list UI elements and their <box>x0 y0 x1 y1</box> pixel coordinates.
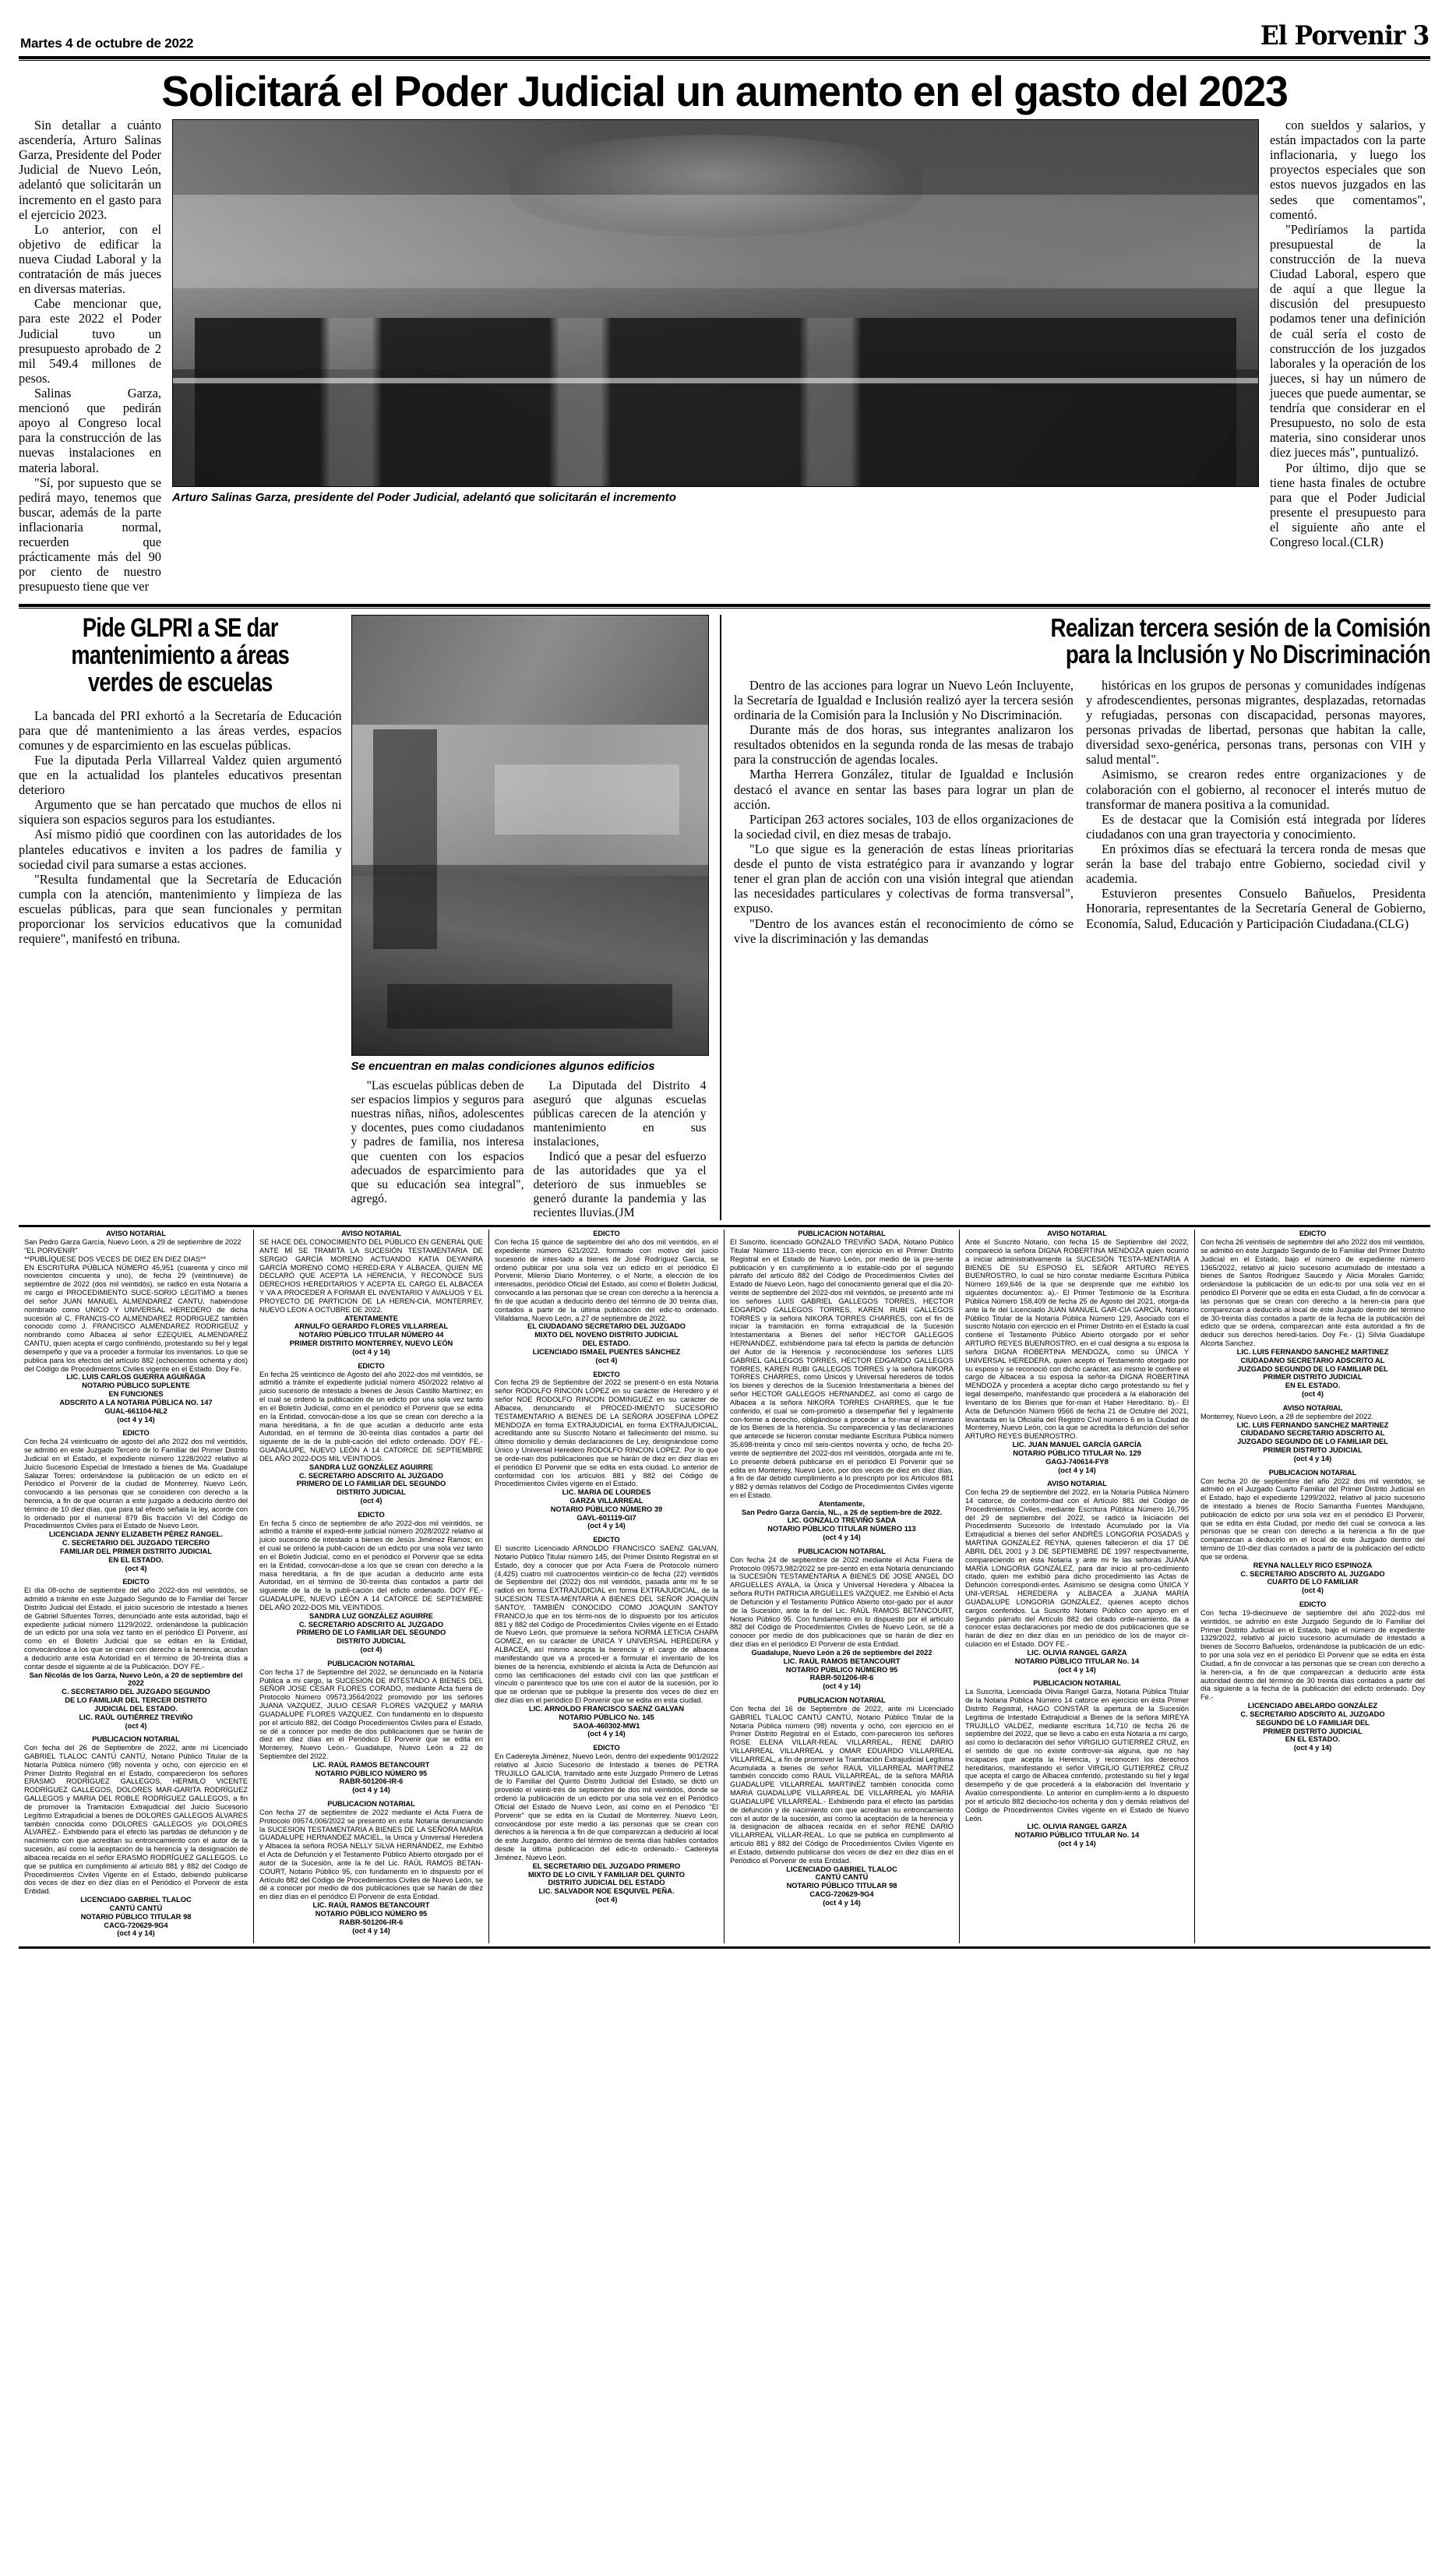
notice-signature-line: MIXTO DE LO CIVIL Y FAMILIAR DEL QUINTO <box>528 1870 685 1879</box>
legal-notice <box>24 1429 248 1572</box>
notice-signature-line: C. SECRETARIO ADSCRITO AL JUZGADO <box>1240 1710 1385 1718</box>
article-right <box>720 612 1430 1221</box>
notice-separator <box>24 1424 248 1429</box>
notice-body-line: El Suscrito, licenciado GONZALO TREVIÑO SADA, Notario Público Titular Número 113-ciento trece, con ejercicio en el Primer Distrito Registral en el Estado de Nuevo León, por medio de la pre-sente publicación y en cumplimiento a lo estable-cido por el segundo párrafo del artículo 882 del Código de Procedimientos Civiles del Estado de Nuevo León, hago del conocimiento general que el día 20-veinte de septiembre del 2022-dos mil veintidós, se presentó ante mí los señores LUIS GABRIEL GALLEGOS TORRES, HECTOR EDGARDO GALLEGOS TORRES, KAREN RUBI GALLEGOS TORRES y la señora NIKORA TORRES CHARRES, con el fin de iniciar la tramitación en forma extrajudicial de la Sucesión Intestamentaria a Bienes del señor HECTOR GALLEGOS HERNANDEZ, exhibiéndome para tal efecto la partida de defunción del Autor de la Herencia y reconociéndose los señores LUIS GABRIEL GALLEGOS TORRES, HECTOR EDGARDO GALLEGOS TORRES, KAREN RUBI GALLEGOS TORRES y la señora NIKORA TORRES CHARRES, como Únicos y Universal herederos de todos los bienes y derechos de la Sucesión Intestamentaria a bienes del señor HECTOR GALLEGOS HERNANDEZ, así como el cargo de Albacea a la señora NIKORA TORRES CHARRES, que le fue conferido, el cual se com-prometió a desempeñar fiel y legalmente con-forme a derecho, obligándose a proceder a for-mar el inventario de los Bienes de la herencia. Su comparecencia y las declaraciones que antecede se hicieron constar mediante Escritura Pública número 35,698-treinta y cinco mil seis-cientos noventa y ocho, de fecha 20-veinte de septiembre del 2022-dos mil veintidós, otorgada ante mí fe. Lo presente deberá publicarse en el periódico El Porvenir que se edita en Monterrey, Nuevo León, por dos veces de diez en diez días, a fin de dar debido cumplimiento a lo prescripto por los Artículos 881 y 882 y demás relativos del Código de Procedimientos Civiles vigente en el Estado. <box>730 1238 954 1499</box>
legal-notice <box>730 1547 954 1691</box>
masthead <box>19 20 1430 55</box>
notice-body-line: **PUBLÍQUESE DOS VECES DE DIEZ EN DIEZ DIAS** <box>24 1254 206 1263</box>
notice-signature-line: MIXTO DEL NOVENO DISTRITO JUDICIAL <box>534 1331 679 1339</box>
notice-publication-dates: (oct 4 y 14) <box>823 1898 861 1907</box>
notice-publication-dates: (oct 4 y 14) <box>117 1929 155 1938</box>
notice-signature-line: NOTARIO PÚBLICO TITULAR No. 14 <box>1014 1831 1140 1840</box>
notice-signature-line: LIC. RAÚL RAMOS BETANCOURT <box>783 1657 901 1665</box>
notice-signature-line: LIC. SALVADOR NOE ESQUIVEL PEÑA. <box>538 1887 675 1896</box>
notice-separator <box>259 1794 483 1800</box>
paragraph: "Resulta fundamental que la Secretaría de Educación cumpla con la atención, mantenimiento y limpieza de las escuelas públicas, para que sean funcionales y permitan proporcionar los servicios educativos que la comunidad requiere", manifestó en tribuna. <box>19 871 342 947</box>
notice-signature-line: PRIMER DISTRITO JUDICIAL <box>1263 1446 1363 1455</box>
notice-signature-line: NOTARIO PÚBLICO TITULAR 98 <box>786 1882 897 1890</box>
paragraph: "Dentro de los avances están el reconocimiento de cómo se vive la discriminación y las demandas <box>734 916 1074 946</box>
notice-signature-line: RABR-501206-IR-6 <box>809 1674 874 1682</box>
notice-signature-line: GAGJ-740614-FY8 <box>1045 1457 1109 1466</box>
notice-separator <box>1200 1463 1425 1469</box>
left-col-1-text <box>19 708 342 947</box>
notice-title: PUBLICACION NOTARIAL <box>1268 1468 1357 1477</box>
notice-signature-line: NOTARIO PÚBLICO TITULAR NÚMERO 113 <box>767 1525 916 1533</box>
left-photo <box>351 615 709 1056</box>
notice-title: PUBLICACION NOTARIAL <box>327 1800 415 1808</box>
left-col-3 <box>534 1079 707 1221</box>
notices-column-3 <box>489 1230 724 1943</box>
main-photo-block <box>172 118 1259 595</box>
notice-body-line: Con fecha 19-diecinueve de septiembre del año 2022-dos mil veintidós, se admitió en éste Juzgado Segundo de lo Familiar del Primer Distrito Judicial en el Estado, bajo el número de expediente 1329/2022, relativo al juicio sucesorio acumulado de intestado a bienes de Socorro Bañuelos, ordenándose la publicación de un edic-to por una sola vez en el periódico El Porvenir que se edita en ésta Ciudad, a fin de convocar a las personas que se crean con derecho a la heren-cia, a fin de que comparezcan a deducirlo ante ésta autoridad dentro del término de 30 treinta días contados a partir del día siguiente a la fecha de la publicación del edicto ordenado. Doy Fe.- <box>1200 1608 1425 1702</box>
right-col-2 <box>1086 678 1426 946</box>
main-col-2 <box>1270 118 1426 595</box>
notice-title: AVISO NOTARIAL <box>1047 1480 1107 1488</box>
notice-publication-dates: (oct 4) <box>1302 1586 1324 1595</box>
notice-body-line: Con fecha del 26 de Septiembre de 2022, ante mi Licenciado GABRIEL TLALOC CANTÚ CANTÚ, Notario Público Titular de la Notaría Pública número (98) noventa y ocho, con ejercicio en el Primer Distrito Registral en el Estado, comparecieron los señores ERASMO RODRÍGUEZ GALLEGOS, HERMILO VICENTE RODRÍGUEZ GALLEGOS, DOLORES MAR-GARITA RODRÍGUEZ GALLEGOS y MARIA DEL ROBLE RODRÍGUEZ GALLEGOS, a fin de promover la Tramitación Extrajudicial del Juicio Sucesorio Legítimo Extrajudicial a bienes de DOLORES GALLEGOS ÁLVARES también conocida como DOLORES GALLEGOS y/o DOLORES ÁLVAREZ.- Exhibiendo para el efecto las partidas de defunción y de nacimiento con que acreditan su entroncamiento con el autor de la sucesión, así como la aceptación de la herencia y la designación de albacea recaída en el señor ERASMO RODRÍGUEZ GALLEGOS. Lo que se publica en cumplimiento al artículo 881 y 882 del Código de Procedimientos Civiles Vigente en el Estado, debiendo publicarse dos veces de diez en diez días en el Periódico el Porvenir de esta Entidad. <box>24 1744 248 1896</box>
legal-notice <box>730 1230 954 1542</box>
notice-signature-line: C. SECRETARIO ADSCRITO AL JUZGADO <box>1240 1569 1385 1578</box>
notice-title: PUBLICACION NOTARIAL <box>798 1696 886 1705</box>
notice-separator <box>1200 1595 1425 1600</box>
notice-signature-line: SEGUNDO DE LO FAMILIAR DEL <box>1256 1718 1370 1727</box>
notice-signature-line: San Nicolás de los Garza, Nuevo León, a 20 de septiembre del 2022 <box>29 1671 243 1688</box>
notice-title: EDICTO <box>593 1536 620 1544</box>
notice-publication-dates: (oct 4) <box>125 1721 147 1730</box>
paragraph: Fue la diputada Perla Villarreal Valdez quien argumentó que en la actualidad los planteles educativos presentan deterioro <box>19 752 342 798</box>
notice-signature-line: LICENCIADO GABRIEL TLALOC <box>786 1865 897 1873</box>
notice-title: EDICTO <box>593 1370 620 1378</box>
notice-signature-line: DISTRITO JUDICIAL <box>337 1488 406 1497</box>
notice-publication-dates: (oct 4 y 14) <box>1058 1466 1096 1474</box>
paragraph: Martha Herrera González, titular de Igualdad e Inclusión destacó el avance en sentar las bases para lograr un plan de acción. <box>734 767 1074 812</box>
notice-publication-dates: (oct 4) <box>595 1356 618 1364</box>
notices-column-2 <box>254 1230 489 1943</box>
notice-publication-dates: (oct 4 y 14) <box>117 1415 155 1424</box>
paragraph: Así mismo pidió que coordinen con las autoridades de los planteles educativos e inviten a los padres de familia y sociedad civil para sumarse a estas acciones. <box>19 827 342 872</box>
legal-notice <box>1200 1600 1425 1752</box>
notice-title: EDICTO <box>1299 1230 1327 1238</box>
paragraph: Estuvieron presentes Consuelo Bañuelos, Presidenta Honoraria, representantes de la Secretaría General de Gobierno, Economía, Salud, Educación y Participación Ciudadana.(CLG) <box>1086 886 1426 931</box>
legal-notice <box>259 1800 483 1935</box>
secondary-stories <box>19 612 1430 1221</box>
notice-signature-line: RABR-501206-IR-6 <box>339 1918 404 1926</box>
notice-publication-dates: (oct 4) <box>1302 1390 1324 1399</box>
notice-title: PUBLICACION NOTARIAL <box>798 1230 886 1238</box>
notice-body-line: Con fecha 29 de Septiembre del 2022 se present-ó en esta Notaria señor RODOLFO RINCON LÓPEZ en su carácter de Heredero y el señor NOE RODOLFO RINCON DOMINGUEZ en su carácter de Albacea, denunciando el PROCED-IMIENTO SUCESORIO TESTAMENTARIO A BIENES DE LA SEÑORA JOSEFINA LÓPEZ MENDOZA en forma EXTRAJUDICIAL en forma EXTRAJUDICIAL, acreditando ante su Suscrito Notario el fallecimiento del mismo, su último domicilio y demás declaraciones de Ley, designándose como Único y Universal Heredero RODOLFO RINCON LOPEZ. Por lo que se orde-nan dos publicaciones que se harán de diez en diez días en el periódico El Porvenir que se edita en esta ciudad. Lo anterior de conformidad con los artículos 881 y 882 del Código de Procedimientos Civiles vigente en el Estado. <box>495 1378 718 1488</box>
notice-signature-line: LIC. RAÚL RAMOS BETANCOURT <box>312 1901 430 1910</box>
right-headline <box>845 612 1430 669</box>
notice-body-line: San Pedro Garza García, Nuevo León, a 29 de septiembre de 2022 <box>24 1238 242 1247</box>
notice-separator <box>495 1738 718 1744</box>
legal-notice <box>495 1371 718 1531</box>
main-photo <box>172 119 1259 487</box>
notice-publication-dates: (oct 4) <box>360 1646 383 1654</box>
notice-signature-line: REYNA NALLELY RICO ESPINOZA <box>1253 1561 1373 1569</box>
notice-signature-line: PRIMERO DE LO FAMILIAR DEL SEGUNDO <box>296 1629 446 1637</box>
notice-signature-line: Guadalupe, Nuevo León a 26 de septiembre del 2022 <box>751 1648 933 1657</box>
paragraph: Durante más de dos horas, sus integrantes analizaron los resultados obtenidos en la segunda ronda de las mesas de trabajo para la construcción de agendas locales. <box>734 722 1074 768</box>
notice-body-line: El día 08-ocho de septiembre del año 2022-dos mil veintidós, se admitió a trámite en este Juzgado Segundo de lo Familiar del Tercer Distrito Judicial del Estado, el juicio sucesorio de intestado a bienes de Gabriel Sifuentes Torres, denunciado ante esta autoridad, bajo el expediente judicial número 1129/2022, ordenándose la publicación de un edicto por una sola vez tanto en el periódico El Porvenir, así como en el Boletín Judicial que se editan en la Entidad, convocándose a los que se crean con derecho a la herencia, acudan a deducirlo ante esta Autoridad en el término de 30-treinta días a contar desde el siguiente al de la Publicación. DOY FE.- <box>24 1586 248 1671</box>
legal-notice <box>259 1362 483 1505</box>
left-headline-line-3: verdes de escuelas <box>87 668 273 698</box>
notice-body-line: Con fecha del 16 de Septiembre de 2022, ante mi Licenciado GABRIEL TLALOC CANTÚ CANTÚ, Notario Público Titular de la Notaría Pública número (98) noventa y ocho, con ejercicio en el Primer Distrito Registral en el Estado, com-parecieron los señores ROSE ELENA VILLAR-REAL VILLARREAL, RENE DARIO VILLARREAL VILLARREAL y OMAR EDUARDO VILLARREAL VILLARREAL, a fin de promover la Tramitación Extrajudicial Legítima Acumulada a bienes de señor RAUL VILLARREAL MARTINEZ también conocido como RAUL VILLARREAL, de la señora MARIA GUADALUPE VILLARREAL MARTINEZ también conocida como MARIA GUADALUPE VILLARREAL DE VILLARREAL y/o MARIA GUADALUPE VILLARREAL.- Exhibiendo para el efecto las partidas de defunción y de nacimiento con que acreditan su entroncamiento con el autor de la sucesión, así como la aceptación de la herencia y la designación de albacea recaída en el señor RENE DARIO VILLARREAL VILLAR-REAL. Lo que se publica en cumplimiento al artículo 881 y 882 del Código de Procedimientos Civiles Vigente en el Estado, debiendo publicarse dos veces de diez en diez días en el Periódico el Porvenir de esta Entidad. <box>730 1704 954 1865</box>
notice-publication-dates: (oct 4) <box>595 1896 618 1904</box>
notice-signature-line: LIC. OLIVIA RANGEL GARZA <box>1027 1823 1127 1831</box>
notice-body-line: Con fecha 29 de septiembre del 2022, en la Notaría Pública Número 14 catorce, de conformi-dad con el Artículo 881 del Código de Procedimientos Civiles, mediante Escritura Pública Número 16,795 del 29 de septiembre del 2022, se radicó la Iniciación del Procedimiento Sucesorio de Intestado Acumulado por la Vía Extrajudicial a bienes del señor ANDRÉS LONGORIA POSADAS y MARTINA GONZALEZ REYNA, quienes fallecieron el día 17 DE ABRIL DEL 2001 y 3 DE SEPTIEMBRE DE 1997 respectivamente, compareciendo en ésta Notaría y ante mi fe las señoras JUANA MARÍA LONGORIA GONZÁLEZ, para dar inicio al pro-cedimiento citado, quien me exhibió para dicho procedimiento las Actas de Defunción correspondi-entes. Asimismo se designa como ÚNICA Y UNI-VERSAL HEREDERA y ALBACEA a JUANA MARÍA GUADALUPE LONGORIA GONZÁLEZ, quienes acepto dichos cargos conferidos. La Suscrito Notario Público con apoyo en el Segundo párrafo del Artículo 882 del citado orde-namiento, da a conocer estas declaraciones por medio de dos publicaciones que se harán de diez en diez días en un periódico de los de mayor cir-culación en el Estado. DOY FE.- <box>965 1488 1189 1649</box>
notice-signature-line: LICENCIADA JENNY ELIZABETH PÉREZ RANGEL. <box>48 1530 224 1539</box>
notice-signature-line: SAOA-460302-MW1 <box>573 1721 640 1730</box>
notice-signature-line: LICENCIADO ABELARDO GONZÁLEZ <box>1247 1702 1378 1710</box>
notice-separator <box>495 1904 718 1910</box>
notice-signature-line: LICENCIADO ISMAEL PUENTES SÁNCHEZ <box>532 1347 681 1356</box>
notice-separator <box>259 1505 483 1511</box>
notice-body-line: En Cadereyta Jiménez, Nuevo León, dentro del expediente 901/2022 relativo al Juicio Sucesorio de Intestado a bienes de PETRA TRUJILLO GALICIA, tramitado ante este Juzgado Primero de Letras de lo Familiar del Quinto Distrito Judicial del Estado, se dictó un proveído el veinti-trés de septiembre de dos mil veintidós, donde se ordenó la publicación de un edicto por una sola vez en el Periódico Oficial del Estado de Nuevo León, así como en el Periódico "El Porvenir" que se edita en la Ciudad de Monterrey, Nuevo León, convocándose por este medio a las personas que se crean con derechos a la herencia a fin de que comparezcan a deducirlo al local de este Juzgado, dentro del término de treinta días hábiles contados desde la última publicación del edic-to ordenado.- Cadereyta Jiménez, Nuevo León. <box>495 1752 718 1861</box>
main-col-1-text <box>19 118 161 595</box>
notice-signature-line: EN EL ESTADO. <box>1285 1382 1341 1390</box>
notice-signature-line: C. SECRETARIO DEL JUZGADO SEGUNDO <box>62 1688 210 1696</box>
right-col-1-text <box>734 678 1074 946</box>
paragraph: Sin detallar a cuánto ascendería, Arturo Salinas Garza, Presidente del Poder Judicial de Nuevo León, adelantó que solicitarán un incremento en el gasto para el ejercicio 2023. <box>19 118 161 222</box>
notice-body-line: La Suscrita, Licenciada Olivia Rangel Garza, Notaria Pública Titular de la Notaria Pública Número 14 catorce en ejercicio en ésta Primer Distrito Registral, HAGO CONSTAR la apertura de la Sucesión Legítima de Intestado Extrajudicial a Bienes de la señora MIREYA TRUJILLO VALDEZ, mediante escritura 14,710 de fecha 26 de septiembre del 2022, que se llevo a cabo en esta Notaría a mi cargo, así como lo declaración del señor VIRGILIO GUTIERREZ CRUZ, en el sentido de que no existe controver-sia alguna, que no hay incapaces que acepta la Herencia, y reconocen los derechos hereditarios, manifestando el señor VIRGILIO GUTIERREZ CRUZ que acepta el cargo de Albacea conferido, protestando su fiel y legal desempeño y de que procederá a la elaboración del Inventario y Avalúo correspondiente. Lo anterior en cumplim-iento a lo dispuesto por el artículo 882 dieciocho-tos ochenta y dos y demás relativos del Código de Procedimientos Civiles vigente en el Estado de Nuevo León. <box>965 1688 1189 1823</box>
paragraph: "Las escuelas públicas deben de ser espacios limpios y seguros para nuestras niñas, niños, adolescentes y docentes, pues como ciudadanos y padres de familia, nos interesa que cuenten con los espacios adecuados de esparcimiento para que su educación sea integral", agregó. <box>351 1078 524 1205</box>
notice-separator <box>1200 1399 1425 1404</box>
notice-signature-line: GARZA VILLARREAL <box>569 1496 643 1505</box>
notice-separator <box>965 1474 1189 1480</box>
notice-title: PUBLICACION NOTARIAL <box>1033 1679 1121 1688</box>
notice-body-line: En fecha 25 veinticinco de Agosto del año 2022-dos mil veintidós, se admitió a trámite el expediente judicial número 450/2022 relativo al juicio sucesorio de intestado a bienes de Jesús Castillo Martínez; en el cual se ordenó la publicación de un edicto por una sola vez tanto en el Boletín Judicial, como en el periódico el Porvenir que se edita en la Entidad, convocán-dose a los que se crean con derecho a la mana hereditaria, a fin de que acudan a deducirlo ante esta Autoridad, en el término de 30-treinta días contados a partir del siguiente de la de la publi-cación del edicto ordenado. DOY FE.- GUADALUPE, NUEVO LEÓN A 14 CATORCE DE SEPTIEMBRE DEL AÑO 2022-DOS MIL VEINTIDOS. <box>259 1370 483 1463</box>
legal-notice <box>495 1536 718 1738</box>
paragraph: Es de destacar que la Comisión está integrada por líderes ciudadanos con una gran trayectoria y conocimiento. <box>1086 811 1426 842</box>
notice-title: EDICTO <box>593 1230 620 1238</box>
notice-body-line: Con fecha 15 quince de septiembre del año dos mil veintidós, en el expediente número 621/2022, formado con motivo del juicio sucesorio de intes-tado a bienes de José Rodríguez García, se ordenó publicar por una sola vez un edicto en el periódico El Porvenir, Milenio Diario Monterrey, o el Norte, a elección de los interesados, periódico Oficial del Estado, así como el Boletín Judicial, convocando a las personas que se crean con derecho a la herencia a fin de que acudan a deducirlo dentro del término de 30 treinta días, contados a partir de la última publicación del edic-to ordenado. Villaldama, Nuevo León, a 27 de septiembre de 2022. <box>495 1238 718 1322</box>
notice-signature-line: LIC. GONZALO TREVIÑO SADA <box>787 1516 897 1525</box>
notice-signature-line: PRIMER DISTRITO JUDICIAL <box>1263 1373 1363 1382</box>
notice-separator <box>24 1572 248 1578</box>
left-headline <box>51 612 309 698</box>
legal-notices-grid <box>19 1225 1430 1943</box>
paragraph: Cabe mencionar que, para este 2022 el Poder Judicial tuvo un presupuesto aprobado de 2 mil 549.4 millones de pesos. <box>19 296 161 386</box>
paragraph: históricas en los grupos de personas y comunidades indígenas y afrodescendientes, personas migrantes, desplazadas, retornadas y refugiadas, personas con discapacidad, personas mayores, personas privadas de libertad, personas que habitan la calle, diversidad sexo-genérica, personas trans, personas con VIH y salud mental". <box>1086 677 1426 768</box>
section-divider-1 <box>19 604 1430 609</box>
notice-signature-line: CACG-720629-9G4 <box>809 1890 874 1899</box>
notice-body-line: Ante el Suscrito Notario, con fecha 15 de Septiembre del 2022, compareció la señora DIGNA ROBERTINA MENDOZA quien ocurrió a iniciar administrativamente la SUCESIÓN TESTA-MENTARIA A BIENES DE SU ESPOSO EL SEÑOR ARTURO REYES BUENROSTRO, lo cual se hizo constar mediante Escritura Pública Número 169,646 de la que se desprende que me exhibió los siguientes documentos: a).- El Primer Testimonio de la Escritura Pública Número 158,409 de fecha 25 de Agosto del 2021, otorga-da ante la fe del Licenciado JUAN MANUEL GAR-CIA GARCÍA, Notario Público Titular de la Notaría Pública Número 129, Asociado con el suscrito Notario con ejercicio en el Primer Distrito en el Estado la cual contiene el Testamento Público Abierto otorgado por el señor ARTURO REYES BUENROSTRO, en el cual designa a su esposa la señora DIGNA ROBERTINA MENDOZA, como su ÚNICA Y UNIVERSAL HEREDERA, quien acepto el Testamento otorgado por su esposo y se reconoció con dicho carácter, así mismo le confiere el cargo de Albacea a su esposa la señor-ita DIGNA ROBERTINA MENDOZA y procederá a aceptar dicho cargo protestando su fiel y legal desempeño, manifestando que procederá a la elaboración del Inventario de los Bienes que for-man el Haber Hereditario. b).- El Acta de Defunción Número 9566 de fecha 21 de Octubre del 2021, levantada en la Oficialía del Registro Civil número 6 en la Ciudad de Monterrey, Nuevo León, con la que se acredita la defunción del señor ARTURO REYES BUENROSTRO. <box>965 1238 1189 1441</box>
legal-notice <box>965 1480 1189 1674</box>
notice-separator <box>259 1357 483 1362</box>
notice-signature-line: DEL ESTADO. <box>582 1339 631 1348</box>
notice-signature-line: LIC. LUIS CARLOS GUERRA AGUIÑAGA <box>66 1373 206 1382</box>
notice-publication-dates: (oct 4 y 14) <box>823 1533 861 1542</box>
left-col-2 <box>351 1079 524 1221</box>
paragraph: La Diputada del Distrito 4 aseguró que algunas escuelas públicas carecen de la atención y mantenimiento en sus instalaciones, <box>533 1078 707 1149</box>
notice-signature-line: DE LO FAMILIAR DEL TERCER DISTRITO <box>65 1696 207 1705</box>
notice-body-line: Con fecha 24 veinticuatro de agosto del año 2022 dos mil veintidós, se admitió en este Juzgado Tercero de lo Familiar del Primer Distrito Judicial en el Estado, el expediente número 1228/2022 relativo al Juicio Sucesorio Especial de Intestado a bienes de Ma. Guadalupe Salazar Torres; ordenándose la publicación de un edicto en el Periódico el Porvenir de la ciudad de Monterrey, Nuevo León, convocando a las personas que se consideren con derecho a la herencia, a fin de que ocurran a este juzgado a deducirlo dentro del término de 10 diez días, que para tal efecto señala la ley, acorde con lo ordenado por el numeral 879 Bis fracción VI del Código de Procedimientos Civiles para el Estado de Nuevo León. <box>24 1438 248 1530</box>
notice-signature-line: CANTÚ CANTÚ <box>109 1904 163 1912</box>
notice-signature-line: SANDRA LUZ GONZÁLEZ AGUIRRE <box>309 1463 433 1471</box>
notice-signature-line: NOTARIO PÚBLICO NÚMERO 95 <box>785 1665 898 1674</box>
legal-notice <box>965 1230 1189 1474</box>
notice-signature-line: NOTARIO PÚBLICO No. 145 <box>559 1713 654 1721</box>
notice-separator <box>965 1848 1189 1854</box>
notice-separator <box>495 1530 718 1536</box>
masthead-brand: El Porvenir 3 <box>1260 20 1429 51</box>
notice-signature-line: SANDRA LUZ GONZÁLEZ AGUIRRE <box>309 1611 433 1620</box>
notice-publication-dates: (oct 4 y 14) <box>352 1786 390 1794</box>
legal-notice <box>24 1578 248 1730</box>
notice-signature-line: NOTARIO PÚBLICO TITULAR No. 129 <box>1013 1449 1141 1457</box>
notice-publication-dates: (oct 4) <box>125 1564 147 1572</box>
legal-notice <box>965 1679 1189 1848</box>
notice-title: AVISO NOTARIAL <box>1282 1403 1343 1412</box>
legal-notice <box>1200 1404 1425 1463</box>
notice-body-line: Con fecha 27 de septiembre de 2022 mediante el Acta Fuera de Protocolo 09574,006/2022 se presentó en esta Notaría denunciando la SUCESION TESTAMENTARIA A BIENES DE LA SEÑORA MARIA GUADALUPE HERNANDEZ MACIEL, la Unica y Universal Heredera y Albacea la señora ROSA NELLY SILVA HERNÁNDEZ, me Exhibió el Acta de Defunción y el Testamento Público Abierto otorgado por el autor de la Sucesión, ante la fe del Lic. RAÚL RAMOS BETAN-COURT, Notario Público 95, con fundamento en lo dispuesto por el Artículo 882 del Código de Procedimientos Civiles de Nuevo León, se dé a conocer por medio de dos publicaciones que se harán de diez en diez días en el periódico El Porvenir de esta Entidad. <box>259 1808 483 1901</box>
masthead-rule <box>19 56 1430 61</box>
notice-separator <box>259 1935 483 1940</box>
notice-publication-dates: (oct 4 y 14) <box>1058 1840 1096 1848</box>
notice-signature-line: RABR-501206-IR-6 <box>339 1777 404 1786</box>
notice-title: AVISO NOTARIAL <box>106 1230 166 1238</box>
notice-signature-line: JUZGADO SEGUNDO DE LO FAMILIAR DEL <box>1237 1438 1388 1446</box>
notice-publication-dates: (oct 4 y 14) <box>823 1682 861 1691</box>
right-col-1 <box>734 678 1074 946</box>
notice-publication-dates: (oct 4 y 14) <box>1058 1665 1096 1674</box>
legal-notice <box>1200 1469 1425 1595</box>
notice-signature-line: C. SECRETARIO ADSCRITO AL JUZGADO <box>298 1471 444 1480</box>
notice-separator <box>730 1907 954 1913</box>
notice-signature-line: NOTARIO PÚBLICO TITULAR NÚMERO 44 <box>298 1331 444 1339</box>
legal-notice <box>730 1696 954 1907</box>
notice-title: EDICTO <box>122 1578 150 1586</box>
legal-notice <box>24 1735 248 1938</box>
publication-date: Martes 4 de octubre de 2022 <box>20 36 194 51</box>
notice-publication-dates: (oct 4 y 14) <box>587 1730 626 1738</box>
notice-publication-dates: (oct 4 y 14) <box>352 1926 390 1935</box>
notice-separator <box>965 1674 1189 1679</box>
notice-signature-line: EN EL ESTADO. <box>1285 1735 1341 1744</box>
paragraph: "Pediríamos la partida presupuestal de la construcción de la nueva Ciudad Laboral, espero que de aquí a que llegue la discusión del presupuesto podamos tener una definición de cuál sería el costo de construcción de los juzgados laborales y la operación de los jueces, si hay un número de jueces que puede aumentar, se tendría que considerar en el Presupuesto, no solo de esta materia, sino considerar unos diez jueces más", puntualizó. <box>1270 221 1426 461</box>
notice-signature-line: NOTARIO PÚBLICO NÚMERO 95 <box>315 1769 428 1777</box>
notice-signature-line: C. SECRETARIO DEL JUZGADO TERCERO <box>62 1539 210 1547</box>
left-photo-block <box>351 615 709 1221</box>
notice-title: EDICTO <box>593 1744 620 1752</box>
notice-publication-dates: (oct 4 y 14) <box>587 1522 626 1530</box>
notice-signature-line: EN FUNCIONES <box>108 1390 164 1399</box>
notice-signature-line: NOTARIO PÚBLICO NÚMERO 95 <box>315 1909 428 1918</box>
article-left <box>19 612 720 1221</box>
notice-signature-line: NOTARIO PÚBLICO TITULAR 98 <box>80 1912 192 1921</box>
paragraph: "Sí, por supuesto que se pedirá mayo, tenemos que buscar, además de la parte inflacionaria normal, recuerden que prácticamente más del 90 por ciento de nuestro presupuesto tiene que ver <box>19 475 161 595</box>
notice-signature-line: NOTARIO PÚBLICO NÚMERO 39 <box>550 1505 663 1513</box>
notice-signature-line: Atentamente, <box>819 1499 865 1508</box>
paragraph: En próximos días se efectuará la tercera ronda de mesas que serán la base del trabajo entre Gobierno, sociedad civil y academia. <box>1086 841 1426 887</box>
paragraph: Indicó que a pesar del esfuerzo de las autoridades que ya el deterioro de sus inmuebles se generó durante la pandemia y las recientes lluvias.(JM <box>533 1149 707 1220</box>
notice-body-line: Con fecha 20 de septiembre del año 2022 dos mil veintidós, se admitió en el Juzgado Cuarto Familiar del Primer Distrito Judicial en el Estado, bajo el expediente 1299/2022, relativo al juicio sucesorio de intestado a bienes de Rocío Samantha Fuentes Mandujano, publicación de edicto por una sola vez en el periódico El Porvenir, que se edita en ésta Ciudad, por medio del cual se convoca a las personas que se crean con derecho a la herencia a fin de que comparezcan a deducirlo en el local de éste Juzgado dentro del término de 10-diez días contados a partir de la publicación del edicto que se ordena. <box>1200 1477 1425 1561</box>
notice-body-line: "EL PORVENIR" <box>24 1246 78 1254</box>
right-col-2-text <box>1086 678 1426 931</box>
main-col-1 <box>19 118 161 595</box>
notice-signature-line: LIC. LUIS FERNANDO SANCHEZ MARTINEZ <box>1236 1420 1389 1429</box>
notice-title: PUBLICACION NOTARIAL <box>327 1659 415 1667</box>
notice-signature-line: FAMILIAR DEL PRIMER DISTRITO JUDICIAL <box>60 1547 212 1555</box>
notice-signature-line: LIC. LUIS FERNANDO SANCHEZ MARTINEZ <box>1236 1347 1389 1356</box>
notice-signature-line: LIC. RAÚL RAMOS BETANCOURT <box>312 1760 430 1769</box>
notice-signature-line: CIUDADANO SECRETARIO ADSCRITO AL <box>1240 1429 1385 1438</box>
notice-title: EDICTO <box>1299 1600 1327 1609</box>
notice-signature-line: LIC. MARIA DE LOURDES <box>562 1488 651 1497</box>
notice-signature-line: CUARTO DE LO FAMILIAR <box>1267 1578 1359 1586</box>
notice-separator <box>259 1654 483 1660</box>
notice-signature-line: LICENCIADO GABRIEL TLALOC <box>80 1896 192 1904</box>
notice-signature-line: ARNULFO GERARDO FLORES VILLARREAL <box>294 1322 449 1331</box>
notices-column-4 <box>724 1230 960 1943</box>
notice-publication-dates: (oct 4) <box>360 1496 383 1505</box>
notice-title: PUBLICACION NOTARIAL <box>92 1735 180 1744</box>
notice-title: PUBLICACION NOTARIAL <box>798 1547 886 1555</box>
notice-signature-line: JUZGADO SEGUNDO DE LO FAMILIAR DEL <box>1237 1364 1388 1373</box>
legal-notice <box>495 1744 718 1904</box>
notice-separator <box>1200 1752 1425 1758</box>
notice-signature-line: C. SECRETARIO ADSCRITO AL JUZGADO <box>298 1620 444 1629</box>
legal-notices-section <box>19 1225 1430 1949</box>
left-headline-line-2: mantenimiento a áreas <box>71 640 290 670</box>
legal-notice <box>495 1230 718 1364</box>
paragraph: Asimismo, se crearon redes entre organizaciones y de colaboración con el gobierno, al reconocer el interés mutuo de transformar de manera positiva a la comunidad. <box>1086 767 1426 812</box>
notice-signature-line: CACG-720629-9G4 <box>104 1921 168 1929</box>
notice-title: EDICTO <box>358 1361 385 1370</box>
notice-signature-line: EN EL ESTADO. <box>108 1555 164 1564</box>
notice-separator <box>24 1730 248 1735</box>
paragraph: con sueldos y salarios, y están impactados con la parte inflacionaria, y luego los proyectos especiales que son estos nuevos juzgados en las sedes que comentamos", comentó. <box>1270 118 1426 222</box>
notice-body-line: Con fecha 26 veintiséis de septiembre del año 2022 dos mil veintidós, se admitió en éste Juzgado Segundo de lo Familiar del Primer Distrito Judicial en el Estado, bajo el número de expediente número 1365/2022, relativo al juicio sucesorio acumulado de intestado a bienes de Santos Rodríguez Saucedo y Alicia Morales Garrido; ordenándose la publicación de un edic-to por una sola vez en el periódico El Porvenir que se edita en esta Ciudad, a fin de convocar a las personas que se crean con derecho a la heren-cia para que comparezcan a deducirlo al local de éste Juzgado dentro del término de 30-treinta días contados a partir de la fecha de la publicación del edicto que se ordena, comparezcan ante ésta autoridad a fin de deducir sus derechos heredi-tarios. Doy Fe.- (1) Silvia Guadalupe Alcorta Sanchez. <box>1200 1238 1425 1348</box>
notice-separator <box>730 1542 954 1547</box>
left-col-1 <box>19 708 342 947</box>
left-col-3-text <box>534 1079 707 1221</box>
notice-body-line: Con fecha 24 de septiembre de 2022 mediante el Acta Fuera de Protocolo 09573,982/2022 se pre-sentó en esta Notaría denunciando la SUCESIÓN TESTAMENTARIA A BIENES DE JOSE ANGEL DO ARGUELLES AYALA, la Única y Universal Heredera y Albacea la señora RUTH PATRICIA ARGUELLES VAZQUEZ, me Exhibió el Acta de Defunción y el Testamento Público Abierto otor-gado por el autor de la Sucesión, ante la fe del Lic. RAÚL RAMOS BETANCOURT, Notario Público 95. Con fundamento en lo dispuesto por el artículo 882 del Código de Procedimientos Civiles de Nuevo León, se dé a conocer por medio de dos publicaciones que se harán de diez en diez días en el periódico El Porvenir de esta Entidad. <box>730 1555 954 1649</box>
notice-signature-line: EL SECRETARIO DEL JUZGADO PRIMERO <box>532 1861 681 1870</box>
notice-signature-line: ADSCRITO A LA NOTARIA PÚBLICA NO. 147 <box>59 1398 213 1406</box>
notice-signature-line: CIUDADANO SECRETARIO ADSCRITO AL <box>1240 1356 1385 1364</box>
main-photo-caption: Arturo Salinas Garza, presidente del Poder Judicial, adelantó que solicitarán el incremento <box>172 491 676 504</box>
notice-body-line: El suscrito Licenciado ARNOLDO FRANCISCO SAENZ GALVAN, Notario Público Titular número 145, del Primer Distrito Registral en el Estado, doy a conocer que por Acta Fuera de Protocolo número (4,425) cuatro mil cuatrocientos veinticin-co de fecha (22) veintidós de Septiembre del (2022) dos mil veintidós, pasada ante mi fe se radicó en forma EXTRAJUDICIAL en forma EXTRAJUDICIAL, de la SUCESION TESTA-MENTARIA A BIENES DEL SEÑOR JOAQUIN SANTOY. TAMBIÉN CONOCIDO COMO JOAQUIN SANTOY FRANCO,lo que en los térmi-nos de lo dispuesto por los artículos 881 y 882 del Código de Procedimientos Civiles vigente en el Estado de Nuevo León, que promueve la señora NORMA LETICIA CHAPA GOMEZ, en su carácter de UNICA Y UNIVERSAL HEREDERA y ALBACEA, así mismo acepta la herencia y el cargo de albacea manifestando que va a proced-er a formular el inventario de los bienes de la herencia, exhibiendo el alcista la Acta de Defunción así como las certificaciones del estado civil con las que justifican el vínculo o parentesco que los une con el autor de la sucesión, por lo que se ordenan que se publique la presente dos veces de diez en diez días en el periódico El Porvenir que se edita en esta ciudad. <box>495 1544 718 1705</box>
main-article-body <box>19 118 1430 595</box>
right-headline-line-1: Realizan tercera sesión de la Comisión <box>1050 612 1430 642</box>
notice-signature-line: LIC. ARNOLDO FRANCISCO SAENZ GALVAN <box>528 1704 685 1713</box>
notice-signature-line: DISTRITO JUDICIAL <box>337 1637 406 1646</box>
notices-column-5 <box>960 1230 1195 1943</box>
notice-publication-dates: (oct 4 y 14) <box>1293 1744 1332 1752</box>
left-photo-caption: Se encuentran en malas condiciones algunos edificios <box>351 1059 655 1073</box>
notice-body-line: SE HACE DEL CONOCIMIENTO DEL PÚBLICO EN GENERAL QUE ANTE MÍ SE TRAMITA LA SUCESIÓN TESTAMENTARIA DE SERGIO GARCÍA MORENO ACTUANDO KATIA DEYANIRA GARCÍA MORENO COMO HERED-ERA Y ALBACEA, QUIEN ME DECLARÓ QUE ACEPTA LA HERENCIA, Y RECONOCE SUS DERECHOS HEREDITARIOS Y ACEPTA EL CARGO EL ALBACEA Y VA A PROCEDER A FORMAR EL INVENTARIO Y AVALUOS Y EL PROYECTO DE PARTICION DE LA HEREN-CIA, MONTERREY, NUEVO LEON A OCTUBRE DE 2022. <box>259 1238 483 1314</box>
paragraph: Participan 263 actores sociales, 103 de ellos organizaciones de la sociedad civil, en diez mesas de trabajo. <box>734 811 1074 842</box>
notice-separator <box>730 1691 954 1696</box>
notice-signature-line: CANTÚ CANTÚ <box>815 1873 869 1882</box>
paragraph: Por último, dijo que se tiene hasta finales de octubre para que el Poder Judicial presente el presupuesto para el siguiente año ante el Congreso local.(CLR) <box>1270 460 1426 550</box>
notice-signature-line: NOTARIO PÚBLICO SUPLENTE <box>82 1382 190 1390</box>
notice-publication-dates: (oct 4 y 14) <box>352 1347 390 1356</box>
notice-signature-line: LIC. JUAN MANUEL GARCÍA GARCÍA <box>1012 1441 1142 1449</box>
notice-publication-dates: (oct 4 y 14) <box>1293 1454 1332 1463</box>
notice-separator <box>24 1938 248 1943</box>
main-headline: Solicitará el Poder Judicial un aumento en el gasto del 2023 <box>161 67 1288 115</box>
notice-signature-line: DISTRITO JUDICIAL DEL ESTADO <box>548 1879 665 1887</box>
legal-notice <box>259 1511 483 1654</box>
legal-notice <box>24 1230 248 1424</box>
paragraph: Salinas Garza, mencionó que pedirán apoyo al Congreso local para la construcción de las nuevas instalaciones en materia laboral. <box>19 385 161 475</box>
notice-signature-line: PRIMERO DE LO FAMILIAR DEL SEGUNDO <box>296 1480 446 1488</box>
notice-signature-line: EL CIUDADANO SECRETARIO DEL JUZGADO <box>527 1322 686 1331</box>
notice-signature-line: LIC. RAÚL GUTIÉRREZ TREVIÑO <box>79 1713 193 1721</box>
legal-notice <box>1200 1230 1425 1399</box>
notice-body-line: Monterrey, Nuevo León, a 28 de septiembre del 2022. <box>1200 1412 1374 1420</box>
notice-signature-line: GAVL-601119-GI7 <box>576 1513 636 1522</box>
notice-signature-line: LIC. OLIVIA RANGEL GARZA <box>1027 1648 1127 1657</box>
paragraph: Argumento que se han percatado que muchos de ellos ni siquiera son espacios seguros para los estudiantes. <box>19 797 342 827</box>
notice-signature-line: ATENTAMENTE <box>344 1314 398 1322</box>
notice-signature-line: San Pedro Garza García, NL., a 26 de septiem-bre de 2022. <box>741 1508 943 1516</box>
notices-column-6 <box>1195 1230 1430 1943</box>
left-headline-line-1: Pide GLPRI a SE dar <box>82 612 278 643</box>
notice-body-line: EN ESCRITURA PÚBLICA NÚMERO 45,951 (cuarenta y cinco mil novecientos cincuenta y uno), de fecha 29 (veintinueve) de septiembre de 2022 (dos mil veintidós), se radicó en esta Notaría a mi cargo el PROCEDIMIENTO SUCE-SORIO LEGITIMO a bienes del señor JUAN MANUEL ALMENDAREZ CANTU, habiéndose nombrado como UNICO Y UNIVERSAL HEREDERO de dicha sucesión al C. FRANCIS-CO ALMENDAREZ RODRIGUEZ también conocido como J. FRANCISCO ALMENDAREZ RODRIGEUZ y nombrando como Albacea al señor EZEQUIEL ALMENDAREZ CANTU, quien acepta el cargo confiriéndo, protestando su fiel y legal desempeño y que va a proceder a formular los inventarios. Lo que se publica para los efectos del artículo 882 (ochocientos ochenta y dos) del Código de Procedimientos Civiles vigente en el Estado. Doy Fe. <box>24 1263 248 1373</box>
notice-body-line: Con fecha 17 de Septiembre del 2022, se denunciado en la Notaría Pública a mi cargo, la SUCESION DE INTESTADO A BIENES DEL SEÑOR JOSE CESAR FLORES CORADO, mediante Acta fuera de Protocolo Número 09573,3564/2022 promovido por los señores JUANA VAZQUEZ, JULIO CESAR FLORES VAZQUEZ y MARIA GUADALUPE FLORES VAZQUEZ. Con fundamento en lo dispuesto por el artículo 882, del Código Procedimientos Civiles para el Estado, se dé a conocer por medio de dos publicaciones que se harán de diez en diez días en el Periódico El Porvenir que se edita en Monterrey, Nuevo León.- Guadalupe, Nuevo León a 22 de Septiembre del 2022. <box>259 1667 483 1760</box>
notice-signature-line: JUDICIAL DEL ESTADO. <box>94 1704 178 1713</box>
notice-title: AVISO NOTARIAL <box>1047 1230 1107 1238</box>
paragraph: La bancada del PRI exhortó a la Secretaría de Educación para que dé mantenimiento a las áreas verdes, espacios comunes y de esparcimiento en las escuelas públicas. <box>19 708 342 753</box>
paragraph: Lo anterior, con el objetivo de edificar la nueva Ciudad Laboral y la contratación de más jueces en diversas materias. <box>19 221 161 297</box>
paragraph: Dentro de las acciones para lograr un Nuevo León Incluyente, la Secretaría de Igualdad e Inclusión realizó ayer la tercera sesión ordinaria de la Comisión para la Inclusión y No Discriminación. <box>734 677 1074 722</box>
notice-signature-line: PRIMER DISTRITO MONTERREY, NUEVO LEÓN <box>289 1339 453 1348</box>
left-col-2-text <box>351 1079 524 1206</box>
main-col-2-text <box>1270 118 1426 549</box>
notice-separator <box>495 1365 718 1371</box>
notice-signature-line: GUAL-661104-NL2 <box>104 1406 167 1415</box>
notice-title: EDICTO <box>358 1510 385 1519</box>
notice-signature-line: NOTARIO PÚBLICO TITULAR No. 14 <box>1014 1657 1140 1665</box>
notice-title: EDICTO <box>122 1429 150 1438</box>
paragraph: "Lo que sigue es la generación de estas líneas prioritarias desde el punto de vista estratégico para ir avanzando y lograr tener el gran plan de acción con una visión integral que atiendan las necesidades particulares y colectivas de forma transversal", expuso. <box>734 841 1074 916</box>
notice-signature-line: PRIMER DISTRITO JUDICIAL <box>1263 1727 1363 1735</box>
notices-bottom-rule <box>19 1946 1430 1949</box>
legal-notice <box>259 1660 483 1794</box>
notice-body-line: En fecha 5 cinco de septiembre de año 2022-dos mil veintidós, se admitió a trámite el expedi-ente judicial número 2028/2022 relativo al juicio sucesorio de intestado a bienes de Jesús Jiménez Ramos; en el cual se ordenó la publi-cación de un edicto por una sola vez tanto en el Boletín Judicial, como en el periódico el Porvenir que se edita en la Entidad, convocán-dose a los que se crean con derecho a la masa hereditaria, a fin de que acudan a deducirlo ante esta Autoridad, en el término de 30-treinta días contados a partir del siguiente de la de la publi-cación del edicto ordenado. DOY FE.-GUADALUPE, NUEVO LEÓN A 14 CATORCE DE SEPTIEMBRE DEL AÑO 2022-DOS MIL VEINTIDOS. <box>259 1519 483 1611</box>
notice-title: AVISO NOTARIAL <box>341 1230 401 1238</box>
legal-notice <box>259 1230 483 1356</box>
right-headline-line-2: para la Inclusión y No Discriminación <box>1065 640 1430 669</box>
notices-column-1 <box>19 1230 254 1943</box>
